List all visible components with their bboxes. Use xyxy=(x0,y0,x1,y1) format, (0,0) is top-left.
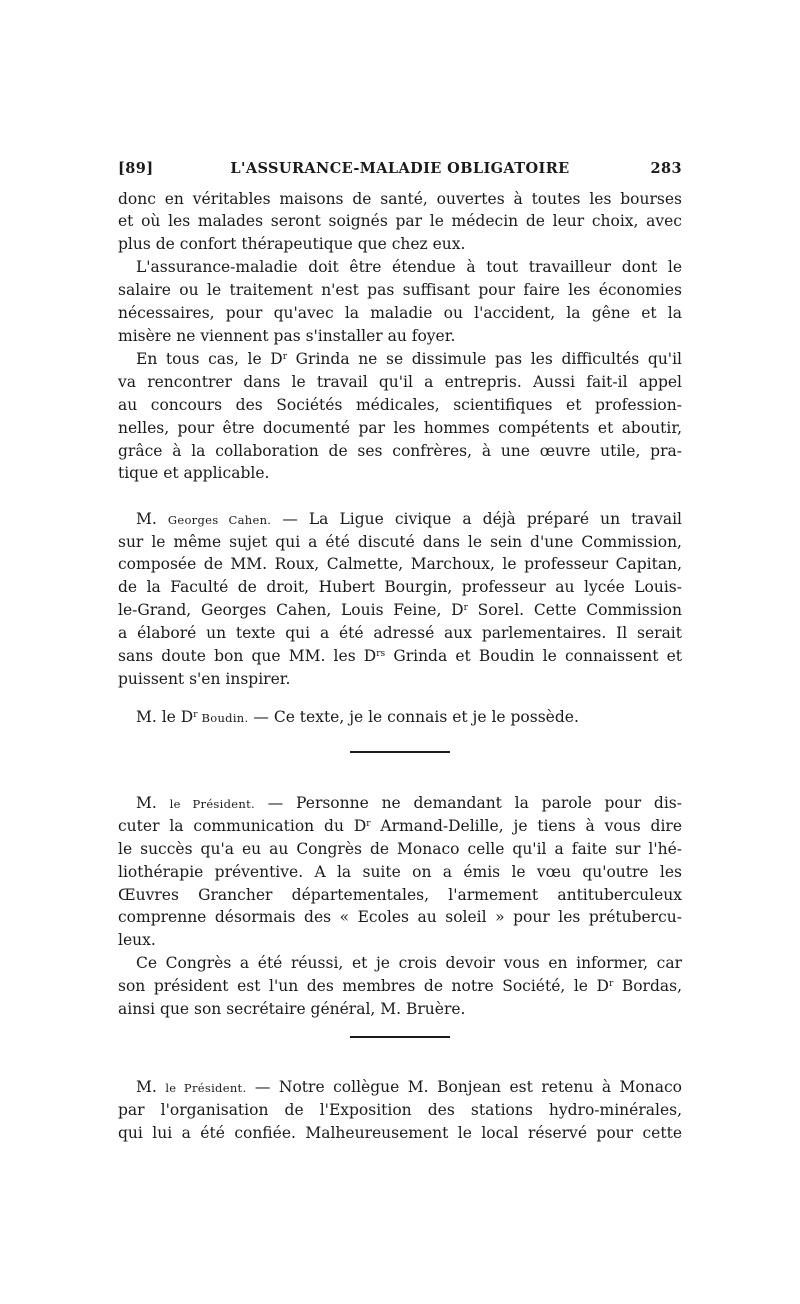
page-number: 283 xyxy=(650,160,682,177)
text-line: comprenne désormais des « Ecoles au soleil » pour les prétubercu- xyxy=(118,908,682,926)
text-line: M. le Président. — Notre collègue M. Bonjean est retenu à Monaco xyxy=(136,1078,683,1096)
speaker-name: le Président. xyxy=(165,1081,247,1095)
text-line: misère ne viennent pas s'installer au foyer. xyxy=(118,327,456,345)
text-line: le succès qu'a eu au Congrès de Monaco celle qu'il a faite sur l'hé- xyxy=(118,840,682,858)
text-line: plus de confort thérapeutique que chez eux. xyxy=(118,235,466,253)
text-line: nécessaires, pour qu'avec la maladie ou l'accident, la gêne et la xyxy=(118,304,682,322)
text-line: cuter la communication du $D^r$ Armand-Delille, je tiens à vous dire xyxy=(118,817,683,835)
speaker-name: Boudin. xyxy=(197,711,249,725)
text-line: Ce Congrès a été réussi, et je crois devoir vous en informer, car xyxy=(136,954,682,972)
section-divider xyxy=(350,751,450,753)
text-line: sans doute bon que MM. les $D^{rs}$ Grinda et Boudin le connaissent et xyxy=(118,647,682,665)
speaker-name: Georges Cahen. xyxy=(167,513,272,527)
text-line: a élaboré un texte qui a été adressé aux parlementaires. Il serait xyxy=(118,624,682,642)
text-line: de la Faculté de droit, Hubert Bourgin, professeur au lycée Louis- xyxy=(118,578,682,596)
running-title: L'ASSURANCE-MALADIE OBLIGATOIRE xyxy=(230,160,570,177)
text-line: Œuvres Grancher départementales, l'armement antituberculeux xyxy=(118,886,682,904)
text-line: donc en véritables maisons de santé, ouvertes à toutes les bourses xyxy=(118,190,682,208)
text-line: leux. xyxy=(118,931,156,949)
text-line: M. le $D^r$ Boudin. — Ce texte, je le connais et je le possède. xyxy=(136,708,579,726)
text-line: En tous cas, le $D^r$ Grinda ne se dissimule pas les difficultés qu'il xyxy=(136,350,682,368)
text-line: M. Georges Cahen. — La Ligue civique a déjà préparé un travail xyxy=(136,510,682,528)
text-line: et où les malades seront soignés par le médecin de leur choix, avec xyxy=(118,212,682,230)
text-line: ainsi que son secrétaire général, M. Bruère. xyxy=(118,1000,466,1018)
text-line: puissent s'en inspirer. xyxy=(118,670,291,688)
section-number: [89] xyxy=(118,160,154,177)
text-line: par l'organisation de l'Exposition des stations hydro-minérales, xyxy=(118,1101,682,1119)
text-line: M. le Président. — Personne ne demandant la parole pour dis- xyxy=(136,794,682,812)
text-line: au concours des Sociétés médicales, scientifiques et profession- xyxy=(118,396,682,414)
text-line: salaire ou le traitement n'est pas suffisant pour faire les économies xyxy=(118,281,682,299)
text-line: grâce à la collaboration de ses confrères, à une œuvre utile, pra- xyxy=(118,442,682,460)
text-line: sur le même sujet qui a été discuté dans le sein d'une Commission, xyxy=(118,533,682,551)
text-line: nelles, pour être documenté par les hommes compétents et aboutir, xyxy=(118,419,682,437)
text-line: le-Grand, Georges Cahen, Louis Feine, $D^r$ Sorel. Cette Commission xyxy=(118,601,682,619)
text-line: son président est l'un des membres de notre Société, le $D^r$ Bordas, xyxy=(118,977,682,995)
section-divider xyxy=(350,1036,450,1038)
text-line: va rencontrer dans le travail qu'il a entrepris. Aussi fait-il appel xyxy=(118,373,682,391)
speaker-name: le Président. xyxy=(169,797,255,811)
text-line: composée de MM. Roux, Calmette, Marchoux, le professeur Capitan, xyxy=(118,555,682,573)
text-line: liothérapie préventive. A la suite on a émis le vœu qu'outre les xyxy=(118,863,682,881)
running-header xyxy=(118,160,682,182)
text-line: qui lui a été confiée. Malheureusement le local réservé pour cette xyxy=(118,1124,682,1142)
text-line: tique et applicable. xyxy=(118,464,270,482)
text-line: L'assurance-maladie doit être étendue à tout travailleur dont le xyxy=(136,258,682,276)
